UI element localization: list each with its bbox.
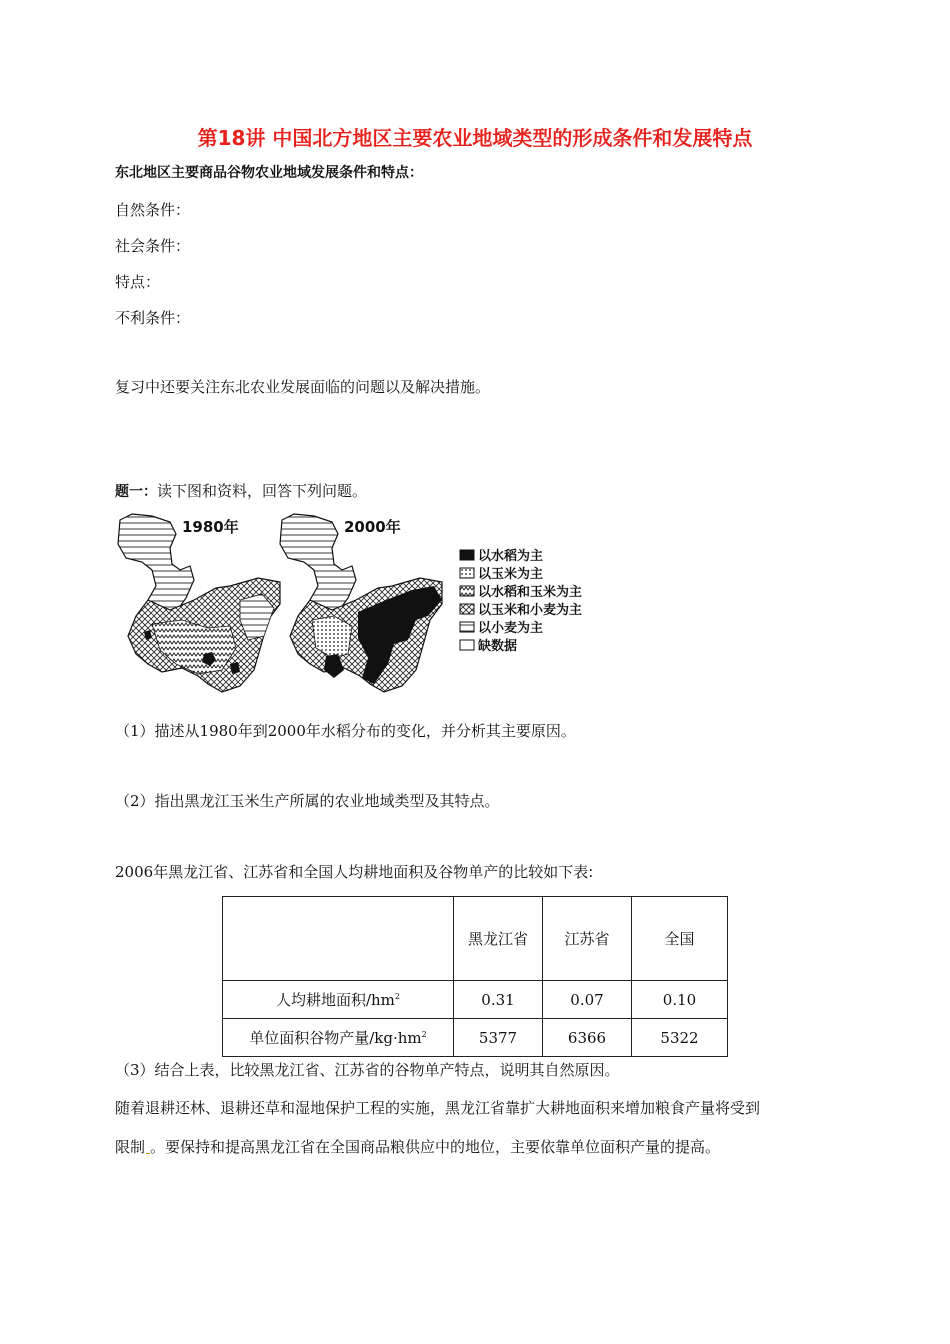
- map-2000-year: 2000年: [344, 518, 401, 536]
- question-label: 题一：: [115, 484, 157, 500]
- table-cell: 0.07: [543, 981, 632, 1019]
- table-caption-year: 2006: [115, 863, 154, 881]
- item-features: 特点：: [115, 273, 161, 291]
- table-cell: 0.31: [454, 981, 543, 1019]
- legend-swatch-wheat: [460, 622, 474, 632]
- sub-question-3: （3）结合上表，比较黑龙江省、江苏省的谷物单产特点，说明其自然原因。: [115, 1061, 620, 1079]
- legend-label-rice-corn: 以水稻和玉米为主: [478, 585, 583, 600]
- sub-question-1: （1）描述从1980年到2000年水稻分布的变化，并分析其主要原因。: [115, 722, 576, 740]
- row-label-text: 人均耕地面积/hm: [275, 991, 395, 1009]
- closing-line-2-rest: 。要保持和提高黑龙江省在全国商品粮供应中的地位，主要依靠单位面积产量的提高。: [150, 1138, 721, 1156]
- closing-line-2: [115, 1137, 720, 1157]
- map-1980: [118, 514, 280, 692]
- table-row-label: [223, 1019, 454, 1057]
- table-cell: 5377: [454, 1019, 543, 1057]
- table-row: [223, 1019, 728, 1057]
- table-caption: [115, 862, 593, 882]
- row-label-text: 单位面积谷物产量/kg·hm: [249, 1029, 422, 1047]
- review-note: 复习中还要关注东北农业发展面临的问题以及解决措施。: [115, 378, 491, 396]
- map-1980-year: 1980年: [182, 518, 239, 536]
- question-1: [115, 481, 367, 502]
- row-label-sup: 2: [421, 1030, 427, 1039]
- table-cell: 6366: [543, 1019, 632, 1057]
- comparison-table: [222, 896, 728, 1057]
- legend-label-corn-wheat: 以玉米和小麦为主: [478, 603, 583, 618]
- table-header-heilongjiang: 黑龙江省: [454, 897, 543, 981]
- item-natural-conditions: 自然条件：: [115, 201, 191, 219]
- question-prompt: 读下图和资料，回答下列问题。: [157, 482, 368, 500]
- legend: [460, 548, 582, 654]
- legend-swatch-no-data: [460, 640, 474, 650]
- closing-line-2-start: 限制: [115, 1138, 146, 1156]
- legend-swatch-rice: [460, 550, 474, 560]
- legend-swatch-rice-corn: [460, 586, 474, 596]
- row-label-sup: 2: [394, 992, 401, 1001]
- legend-label-rice: 以水稻为主: [478, 549, 544, 564]
- item-social-conditions: 社会条件：: [115, 237, 191, 255]
- table-header-empty: [223, 897, 454, 981]
- table-cell: 0.10: [632, 981, 728, 1019]
- sub-question-2: （2）指出黑龙江玉米生产所属的农业地域类型及其特点。: [115, 792, 500, 810]
- closing-line-1: 随着退耕还林、退耕还草和湿地保护工程的实施，黑龙江省靠扩大耕地面积来增加粮食产量将受到: [115, 1099, 761, 1117]
- table-row-label: [223, 981, 454, 1019]
- table-cell: 5322: [632, 1019, 728, 1057]
- table-row: [223, 981, 728, 1019]
- item-unfavorable-conditions: 不利条件：: [115, 309, 191, 327]
- table-header-jiangsu: 江苏省: [543, 897, 632, 981]
- table-caption-text: 年黑龙江省、江苏省和全国人均耕地面积及谷物单产的比较如下表:: [153, 863, 594, 881]
- page-title: 第18讲 中国北方地区主要农业地域类型的形成条件和发展特点: [197, 126, 753, 150]
- legend-swatch-corn-wheat: [460, 604, 474, 614]
- crop-distribution-maps: [112, 508, 622, 698]
- legend-label-wheat: 以小麦为主: [478, 621, 544, 636]
- table-header-national: 全国: [632, 897, 728, 981]
- section-heading: 东北地区主要商品谷物农业地域发展条件和特点：: [115, 165, 423, 181]
- map-2000: [280, 514, 442, 692]
- legend-label-no-data: 缺数据: [478, 639, 518, 654]
- legend-label-corn: 以玉米为主: [478, 567, 544, 582]
- legend-swatch-corn: [460, 568, 474, 578]
- table-header-row: [223, 897, 728, 981]
